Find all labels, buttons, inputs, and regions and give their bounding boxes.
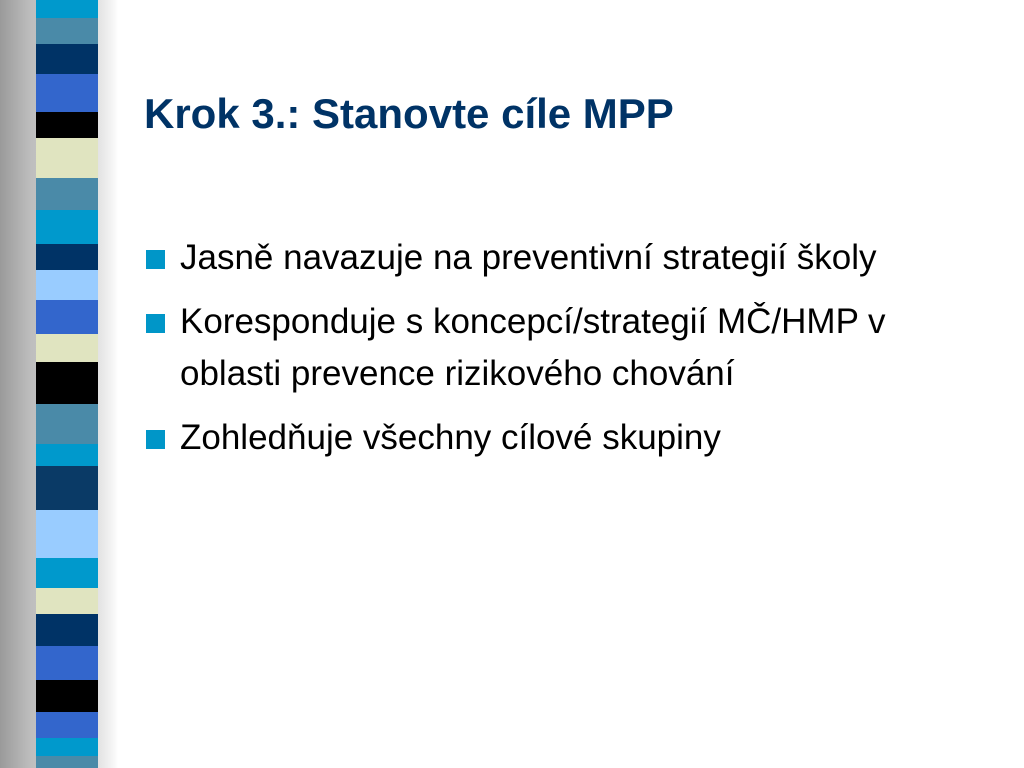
decorative-stripe — [36, 680, 98, 712]
decorative-stripe — [36, 334, 98, 362]
decorative-stripe — [36, 510, 98, 558]
decorative-stripe — [36, 466, 98, 510]
decorative-stripe — [36, 404, 98, 444]
decorative-stripe — [36, 178, 98, 210]
square-bullet-icon — [146, 314, 165, 333]
decorative-stripe — [36, 712, 98, 738]
bullet-text: Jasně navazuje na preventivní strategií školy — [180, 238, 877, 277]
bullet-item — [144, 232, 984, 284]
decorative-stripe — [36, 444, 98, 466]
decorative-stripe — [36, 646, 98, 680]
decorative-stripe — [36, 738, 98, 756]
bullet-list — [144, 232, 984, 476]
decorative-stripe — [36, 74, 98, 112]
decorative-stripe — [36, 210, 98, 244]
decorative-stripe-band — [36, 0, 98, 768]
decorative-stripe — [36, 558, 98, 588]
square-bullet-icon — [146, 430, 165, 449]
decorative-stripe — [36, 0, 98, 18]
decorative-stripe — [36, 44, 98, 74]
bullet-text: Zohledňuje všechny cílové skupiny — [180, 418, 721, 457]
decorative-stripe — [36, 300, 98, 334]
slide-title: Krok 3.: Stanovte cíle MPP — [144, 90, 674, 137]
bullet-text: Koresponduje s koncepcí/strategií MČ/HMP v oblasti prevence rizikového chování — [180, 302, 886, 393]
decorative-stripe — [36, 244, 98, 270]
square-bullet-icon — [146, 250, 165, 269]
decorative-stripe — [36, 18, 98, 44]
decorative-stripe — [36, 756, 98, 768]
decorative-stripe — [36, 112, 98, 138]
decorative-stripe — [36, 588, 98, 614]
decorative-stripe — [36, 270, 98, 300]
decorative-stripe — [36, 138, 98, 178]
bullet-item — [144, 296, 984, 400]
decorative-stripe — [36, 362, 98, 404]
bullet-item — [144, 412, 984, 464]
decorative-stripe — [36, 614, 98, 646]
